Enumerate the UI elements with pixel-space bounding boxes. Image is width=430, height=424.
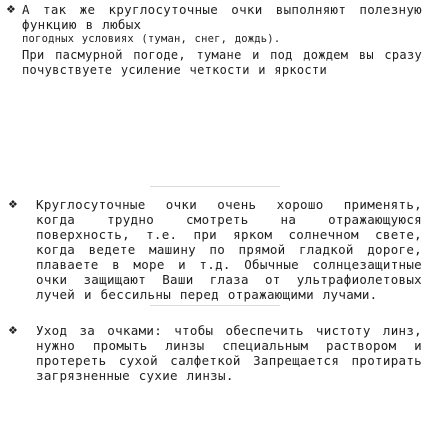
diamond-bullet-icon: ❖ [6,3,16,16]
divider [150,186,280,187]
paragraph-text: Круглосуточные очки очень хорошо применять, когда трудно смотреть на отражающуюся поверхность, т.е. при ярком солнечном свете, когда ведете машину по прямой гладкой дороге, плаваете в море и т.д. Обычные солнцезащитные очки защищают Ваши глаза от ультрафиолетовых лучей и бессильны перед отражающими лучами. [36,197,422,302]
diamond-bullet-icon: ❖ [8,198,18,211]
divider [150,305,280,306]
section-reflective-surfaces [8,197,422,302]
diamond-bullet-icon: ❖ [8,324,18,337]
paragraph-text: А так же круглосуточные очки выполняют полезную функцию в любых [22,2,422,32]
section-lenses-weather [8,2,422,77]
paragraph-text: При пасмурной погоде, тумане и под дождем вы сразу почувствуете усиление четкости и яркости [22,48,422,77]
paragraph-text: Уход за очками: чтобы обеспечить чистоту линз, нужно промыть линзы специальным раствором и протереть сухой салфеткой Запрещается протирать загрязненные сухие линзы. [36,323,422,383]
section-care [8,323,422,383]
paragraph-text: погодных условиях (туман, снег, дождь). [22,33,281,45]
